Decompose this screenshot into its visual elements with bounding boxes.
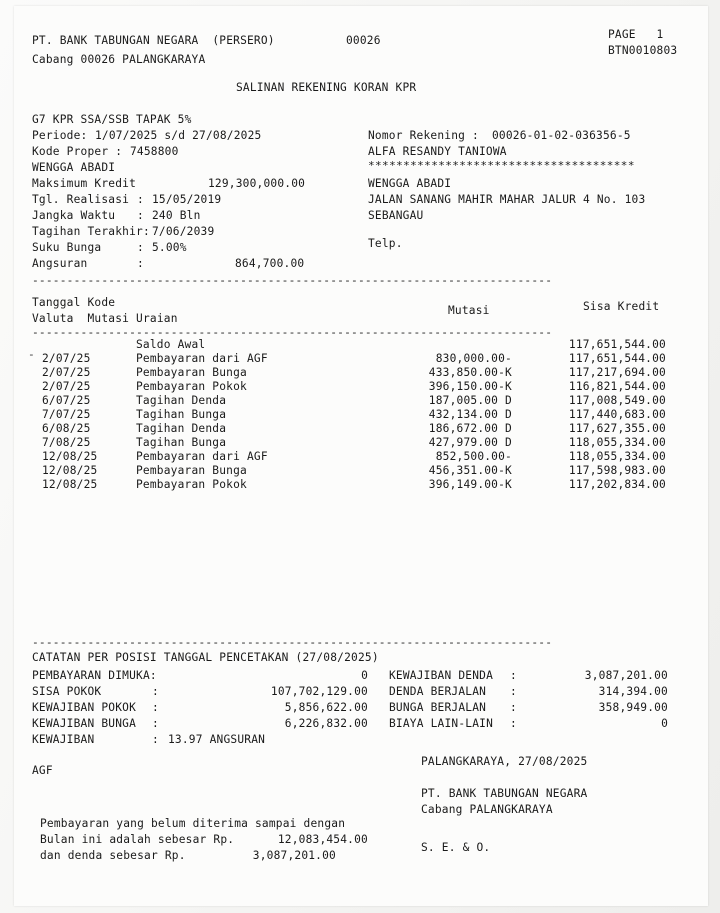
row-date: 7/07/25 <box>42 408 91 421</box>
kewajiban-bunga-value: 6,226,832.00 <box>284 717 368 730</box>
row-mutasi: 396,150.00-K <box>428 380 512 393</box>
table-header-line-2: Valuta Mutasi Uraian <box>32 312 178 325</box>
signature-branch: Cabang PALANGKARAYA <box>421 803 553 816</box>
agf-note: AGF <box>32 764 53 777</box>
outstanding-note-line-3-value: 3,087,201.00 <box>252 849 336 862</box>
row-sisa-kredit: 117,440,683.00 <box>568 408 666 421</box>
row-description: Tagihan Bunga <box>136 436 227 449</box>
kewajiban-pokok-value: 5,856,622.00 <box>284 701 368 714</box>
row-sisa-kredit: 117,598,983.00 <box>568 464 666 477</box>
row-sisa-kredit: 117,217,694.00 <box>568 366 666 379</box>
kewajiban-bunga-sep: : <box>152 717 159 730</box>
angsuran-sep: : <box>137 257 144 270</box>
outstanding-note-line-2-label: Bulan ini adalah sebesar Rp. <box>40 833 235 846</box>
row-mutasi: 433,850.00-K <box>428 366 512 379</box>
outstanding-note-line-1: Pembayaran yang belum diterima sampai dengan <box>40 817 346 830</box>
outstanding-note-line-3-label: dan denda sebesar Rp. <box>40 849 186 862</box>
kode-proper-label: Kode Proper : <box>32 145 123 158</box>
row-sisa-kredit: 117,627,355.00 <box>568 422 666 435</box>
periode-value: 1/07/2025 s/d 27/08/2025 <box>95 129 262 142</box>
jangka-waktu-sep: : <box>137 209 144 222</box>
tgl-realisasi-value: 15/05/2019 <box>152 193 222 206</box>
kewajiban-sep: : <box>152 733 159 746</box>
summary-top-divider: --------------------------------------------------------------------------- <box>32 636 553 649</box>
row-description: Pembayaran Bunga <box>136 366 247 379</box>
sisa-pokok-value: 107,702,129.00 <box>270 685 368 698</box>
telephone-label: Telp. <box>368 237 403 250</box>
kewajiban-label: KEWAJIBAN <box>32 733 95 746</box>
row-date: 2/07/25 <box>42 366 91 379</box>
row-date: 6/08/25 <box>42 422 91 435</box>
kewajiban-denda-value: 3,087,201.00 <box>584 669 668 682</box>
form-code: BTN0010803 <box>608 44 678 57</box>
row-description: Tagihan Denda <box>136 394 227 407</box>
biaya-lain-lain-sep: : <box>510 717 517 730</box>
row-sisa-kredit: 117,202,834.00 <box>568 478 666 491</box>
kewajiban-denda-label: KEWAJIBAN DENDA <box>389 669 494 682</box>
row-sisa-kredit: 117,651,544.00 <box>568 352 666 365</box>
row-mutasi: 456,351.00-K <box>428 464 512 477</box>
bank-name: PT. BANK TABUNGAN NEGARA (PERSERO) <box>32 34 275 47</box>
developer-name-right: WENGGA ABADI <box>368 177 452 190</box>
jangka-waktu-value: 240 Bln <box>152 209 201 222</box>
signature-bank-name: PT. BANK TABUNGAN NEGARA <box>421 787 588 800</box>
row-date: 2/07/25 <box>42 352 91 365</box>
tgl-realisasi-label: Tgl. Realisasi <box>32 193 130 206</box>
table-header-sisa-kredit: Sisa Kredit <box>583 300 660 313</box>
customer-name: ALFA RESANDY TANIOWA <box>368 145 507 158</box>
row-description: Tagihan Denda <box>136 422 227 435</box>
doc-number: 00026 <box>346 34 381 47</box>
product-name: G7 KPR SSA/SSB TAPAK 5% <box>32 113 192 126</box>
pembayaran-dimuka-label: PEMBAYARAN DIMUKA: <box>32 669 157 682</box>
row-sisa-kredit: 117,651,544.00 <box>568 338 666 351</box>
bunga-berjalan-sep: : <box>510 701 517 714</box>
row-date: 12/08/25 <box>42 464 98 477</box>
masked-separator: ************************************** <box>368 159 635 172</box>
sisa-pokok-label: SISA POKOK <box>32 685 102 698</box>
row-description: Pembayaran dari AGF <box>136 352 268 365</box>
bunga-berjalan-value: 358,949.00 <box>598 701 668 714</box>
bunga-berjalan-label: BUNGA BERJALAN <box>389 701 487 714</box>
row-date: 2/07/25 <box>42 380 91 393</box>
account-number-value: 00026-01-02-036356-5 <box>492 129 631 142</box>
page-label: PAGE 1 <box>608 28 664 41</box>
row-description: Pembayaran dari AGF <box>136 450 268 463</box>
denda-berjalan-value: 314,394.00 <box>598 685 668 698</box>
row-mutasi: 432,134.00 D <box>428 408 512 421</box>
suku-bunga-sep: : <box>137 241 144 254</box>
row-date: 7/08/25 <box>42 436 91 449</box>
suku-bunga-label: Suku Bunga <box>32 241 102 254</box>
kewajiban-denda-sep: : <box>510 669 517 682</box>
place-and-date: PALANGKARAYA, 27/08/2025 <box>421 755 588 768</box>
kewajiban-value: 13.97 ANGSURAN <box>168 733 266 746</box>
account-number-label: Nomor Rekening : <box>368 129 479 142</box>
seo-note: S. E. & O. <box>421 841 491 854</box>
biaya-lain-lain-value: 0 <box>661 717 668 730</box>
sisa-pokok-sep: : <box>152 685 159 698</box>
maksimum-kredit-value: 129,300,000.00 <box>208 177 306 190</box>
kewajiban-bunga-label: KEWAJIBAN BUNGA <box>32 717 137 730</box>
branch-name: Cabang 00026 PALANGKARAYA <box>32 53 206 66</box>
denda-berjalan-sep: : <box>510 685 517 698</box>
summary-title: CATATAN PER POSISI TANGGAL PENCETAKAN (27/08/2025) <box>32 651 379 664</box>
outstanding-note-line-2-value: 12,083,454.00 <box>277 833 368 846</box>
row-description: Tagihan Bunga <box>136 408 227 421</box>
denda-berjalan-label: DENDA BERJALAN <box>389 685 487 698</box>
address-line-2: SEBANGAU <box>368 209 424 222</box>
biaya-lain-lain-label: BIAYA LAIN-LAIN <box>389 717 494 730</box>
row-description: Saldo Awal <box>136 338 206 351</box>
row-mutasi: 427,979.00 D <box>428 436 512 449</box>
row-mutasi: 187,005.00 D <box>428 394 512 407</box>
row-description: Pembayaran Pokok <box>136 380 247 393</box>
row-description: Pembayaran Pokok <box>136 478 247 491</box>
table-row <box>0 477 720 493</box>
row-date: 6/07/25 <box>42 394 91 407</box>
table-top-divider: --------------------------------------------------------------------------- <box>32 274 553 287</box>
tgl-realisasi-sep: : <box>137 193 144 206</box>
row-marker: - <box>28 348 35 361</box>
kewajiban-pokok-sep: : <box>152 701 159 714</box>
jangka-waktu-label: Jangka Waktu <box>32 209 116 222</box>
row-date: 12/08/25 <box>42 450 98 463</box>
maksimum-kredit-label: Maksimum Kredit <box>32 177 137 190</box>
row-description: Pembayaran Bunga <box>136 464 247 477</box>
table-header-divider: --------------------------------------------------------------------------- <box>32 326 553 339</box>
table-header-line-1: Tanggal Kode <box>32 296 116 309</box>
angsuran-value: 864,700.00 <box>235 257 305 270</box>
periode-label: Periode: <box>32 129 88 142</box>
row-mutasi: 396,149.00-K <box>428 478 512 491</box>
pembayaran-dimuka-value: 0 <box>361 669 368 682</box>
suku-bunga-value: 5.00% <box>152 241 187 254</box>
tagihan-terakhir-label: Tagihan Terakhir: <box>32 225 150 238</box>
table-header-mutasi: Mutasi <box>448 304 490 317</box>
tagihan-terakhir-value: 7/06/2039 <box>152 225 215 238</box>
row-sisa-kredit: 118,055,334.00 <box>568 450 666 463</box>
row-mutasi: 852,500.00- <box>435 450 512 463</box>
angsuran-label: Angsuran <box>32 257 88 270</box>
row-mutasi: 186,672.00 D <box>428 422 512 435</box>
kewajiban-pokok-label: KEWAJIBAN POKOK <box>32 701 137 714</box>
row-sisa-kredit: 116,821,544.00 <box>568 380 666 393</box>
row-date: 12/08/25 <box>42 478 98 491</box>
row-sisa-kredit: 118,055,334.00 <box>568 436 666 449</box>
row-sisa-kredit: 117,008,549.00 <box>568 394 666 407</box>
address-line-1: JALAN SANANG MAHIR MAHAR JALUR 4 No. 103 <box>368 193 646 206</box>
document-title: SALINAN REKENING KORAN KPR <box>236 81 417 94</box>
kode-proper-value: 7458800 <box>130 145 179 158</box>
developer-name-left: WENGGA ABADI <box>32 161 116 174</box>
row-mutasi: 830,000.00- <box>435 352 512 365</box>
